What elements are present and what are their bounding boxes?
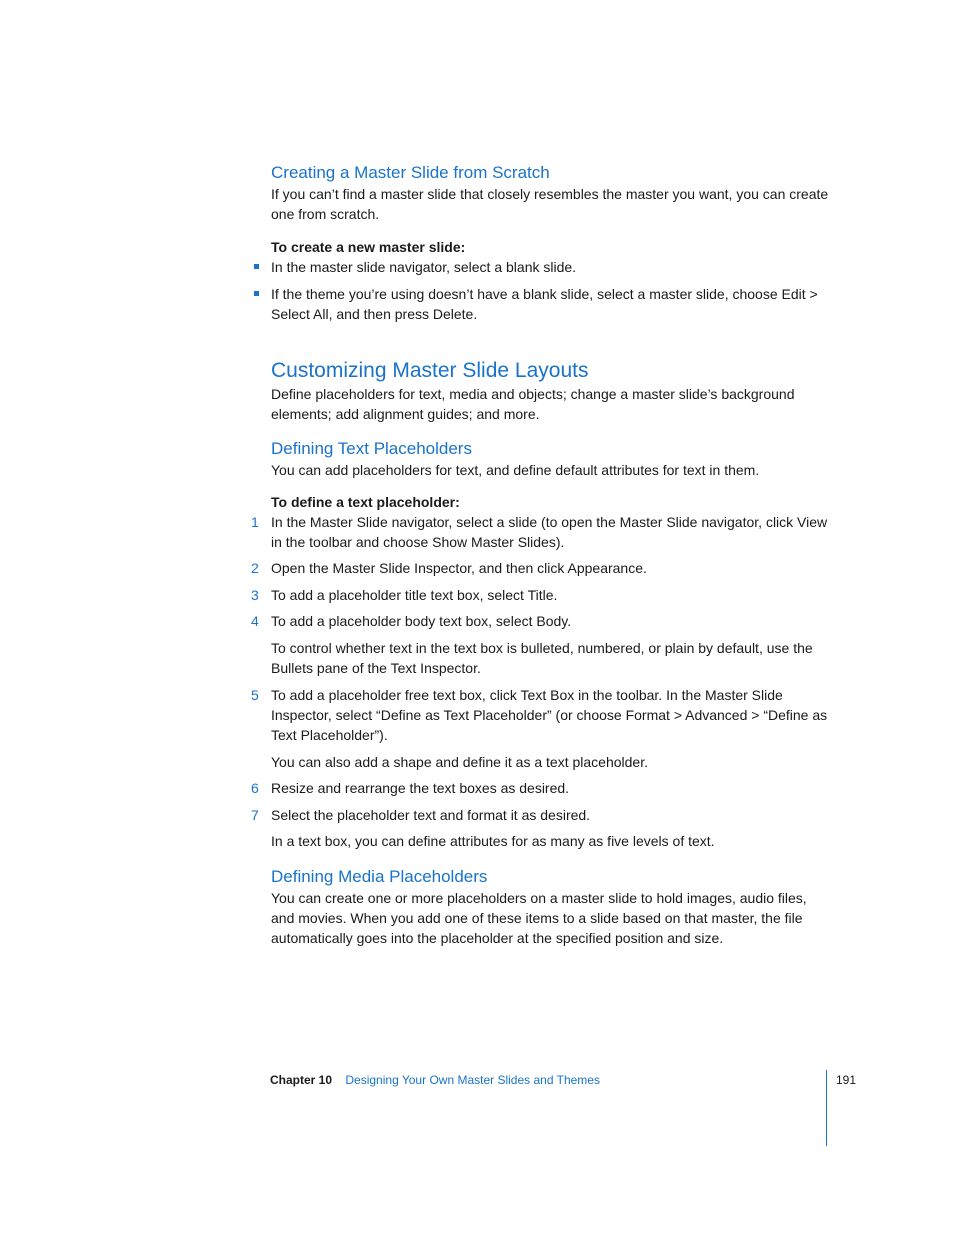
step-text: To add a placeholder body text box, select Body. bbox=[271, 613, 572, 629]
step-text: In the Master Slide navigator, select a slide (to open the Master Slide navigator, click View in the toolbar and choose Show Master Slides). bbox=[271, 514, 828, 550]
step-number: 2 bbox=[251, 560, 259, 576]
section-intro-master-from-scratch: If you can’t find a master slide that closely resembles the master you want, you can create one from scratch. bbox=[271, 186, 829, 222]
section-intro-text-placeholders: You can add placeholders for text, and define default attributes for text in them. bbox=[271, 462, 760, 478]
section-heading-media-placeholders: Defining Media Placeholders bbox=[271, 867, 488, 886]
step-number: 3 bbox=[251, 587, 259, 603]
step-text: Open the Master Slide Inspector, and then click Appearance. bbox=[271, 560, 647, 576]
step-item bbox=[251, 685, 831, 745]
step-item bbox=[251, 512, 831, 552]
page-footer bbox=[270, 1072, 600, 1088]
step-item bbox=[251, 805, 831, 825]
step-note-text: You can also add a shape and define it as a text placeholder. bbox=[271, 754, 648, 770]
step-note-text: To control whether text in the text box is bulleted, numbered, or plain by default, use the Bullets pane of the Text Inspector. bbox=[271, 640, 813, 676]
step-text: To add a placeholder free text box, click Text Box in the toolbar. In the Master Slide Inspector, select “Define as Text Placeholder” (or choose Format > Advanced > “Define as Text Placeholder”). bbox=[271, 687, 828, 743]
step-number: 7 bbox=[251, 807, 259, 823]
step-text: Resize and rearrange the text boxes as desired. bbox=[271, 780, 570, 796]
step-text: To add a placeholder title text box, select Title. bbox=[271, 587, 558, 603]
step-note-text: In a text box, you can define attributes for as many as five levels of text. bbox=[271, 833, 715, 849]
section-heading-text-placeholders: Defining Text Placeholders bbox=[271, 439, 472, 458]
bullet-square-icon bbox=[254, 291, 259, 296]
step-number: 4 bbox=[251, 613, 259, 629]
step-item bbox=[251, 611, 831, 631]
task-title-define-text-placeholder: To define a text placeholder: bbox=[271, 494, 460, 510]
page-number: 191 bbox=[836, 1073, 857, 1087]
task-title-create-master: To create a new master slide: bbox=[271, 239, 466, 255]
section-heading-customizing-layouts: Customizing Master Slide Layouts bbox=[271, 359, 589, 382]
footer-chapter-label: Chapter 10 bbox=[270, 1073, 333, 1087]
step-note bbox=[271, 831, 831, 851]
page-content bbox=[251, 162, 831, 948]
step-number: 5 bbox=[251, 687, 259, 703]
step-text: Select the placeholder text and format it as desired. bbox=[271, 807, 591, 823]
step-note bbox=[271, 752, 831, 772]
step-item bbox=[251, 585, 831, 605]
footer-divider bbox=[826, 1070, 827, 1146]
section-heading-master-from-scratch: Creating a Master Slide from Scratch bbox=[271, 163, 550, 182]
bullet-text: In the master slide navigator, select a blank slide. bbox=[271, 259, 577, 275]
step-number: 1 bbox=[251, 514, 259, 530]
bullet-item bbox=[271, 284, 831, 324]
step-number: 6 bbox=[251, 780, 259, 796]
step-item bbox=[251, 778, 831, 798]
section-intro-customizing-layouts: Define placeholders for text, media and objects; change a master slide’s background elements; add alignment guides; and more. bbox=[271, 386, 795, 422]
footer-chapter-title: Designing Your Own Master Slides and Themes bbox=[345, 1073, 600, 1087]
bullet-text: If the theme you’re using doesn’t have a blank slide, select a master slide, choose Edit > Select All, and then press Delete. bbox=[271, 286, 818, 322]
bullet-item bbox=[271, 257, 831, 277]
step-item bbox=[251, 558, 831, 578]
section-intro-media-placeholders: You can create one or more placeholders on a master slide to hold images, audio files, and movies. When you add one of these items to a slide based on that master, the file automatically goes into the placeholder at the specified position and size. bbox=[271, 890, 807, 946]
bullet-square-icon bbox=[254, 264, 259, 269]
step-note bbox=[271, 638, 831, 678]
